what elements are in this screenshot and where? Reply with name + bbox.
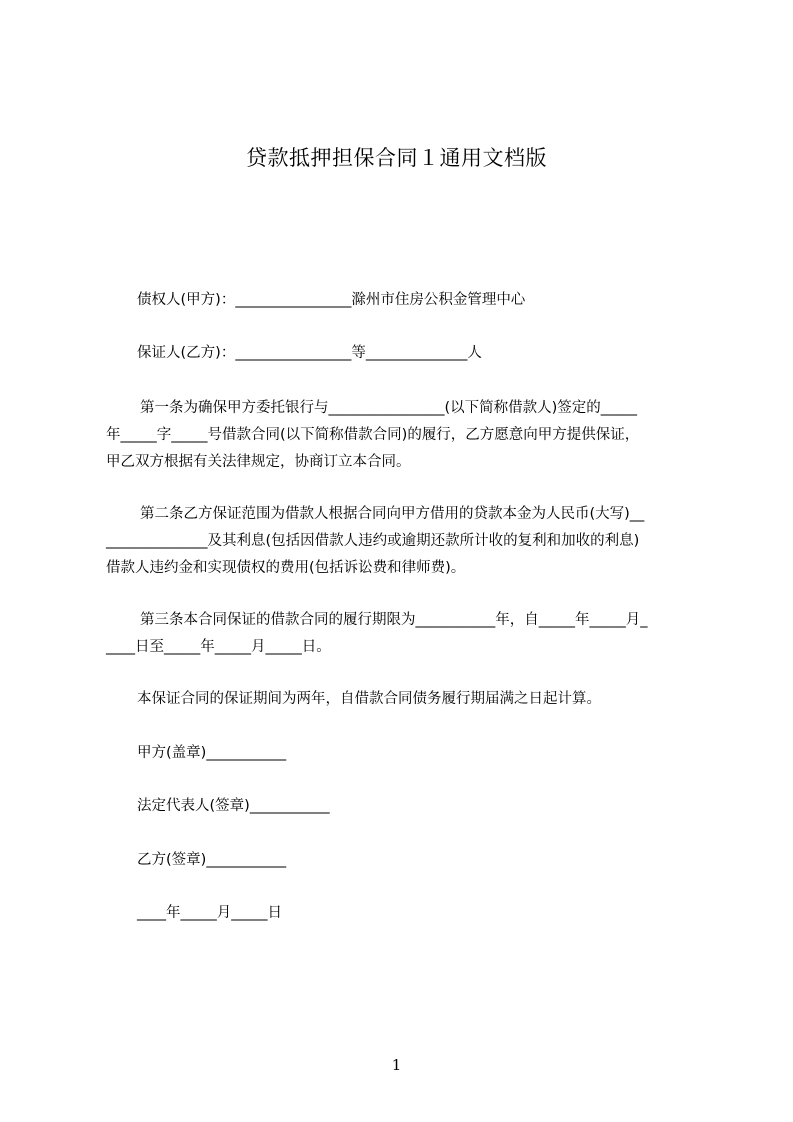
article1-line-1: 第一条为确保甲方委托银行与________________(以下简称借款人)签定的_____ <box>140 400 638 416</box>
page-number: 1 <box>391 1056 402 1074</box>
document-title: 贷款抵押担保合同１通用文档版 <box>246 146 547 170</box>
signing-date-line: ____年_____月_____日 <box>137 905 282 921</box>
legal-representative-line: 法定代表人(签章)___________ <box>137 798 330 814</box>
article3-line-2: ____日至_____年_____月_____日。 <box>106 639 331 655</box>
creditor-line: 债权人(甲方)：________________滁州市住房公积金管理中心 <box>137 292 526 308</box>
party-b-signature-line: 乙方(签章)___________ <box>137 852 287 868</box>
article3-line-1: 第三条本合同保证的借款合同的履行期限为___________年，自_____年_____月_ <box>140 612 648 628</box>
guarantor-line: 保证人(乙方)：________________等______________人 <box>137 345 482 361</box>
article2-line-1: 第二条乙方保证范围为借款人根据合同向甲方借用的贷款本金为人民币(大写)__ <box>140 506 645 522</box>
party-a-seal-line: 甲方(盖章)___________ <box>137 745 287 761</box>
article1-line-2: 年_____字_____号借款合同(以下简称借款合同)的履行，乙方愿意向甲方提供保证， <box>106 427 640 443</box>
article2-line-2: ______________及其利息(包括因借款人违约或逾期还款所计收的复利和加收的利息) <box>106 533 640 549</box>
article1-line-3: 甲乙双方根据有关法律规定，协商订立本合同。 <box>106 454 411 470</box>
article2-line-3: 借款人违约金和实现债权的费用(包括诉讼费和律师费)。 <box>106 560 466 576</box>
guarantee-period-line: 本保证合同的保证期间为两年，自借款合同债务履行期届满之日起计算。 <box>137 691 601 707</box>
